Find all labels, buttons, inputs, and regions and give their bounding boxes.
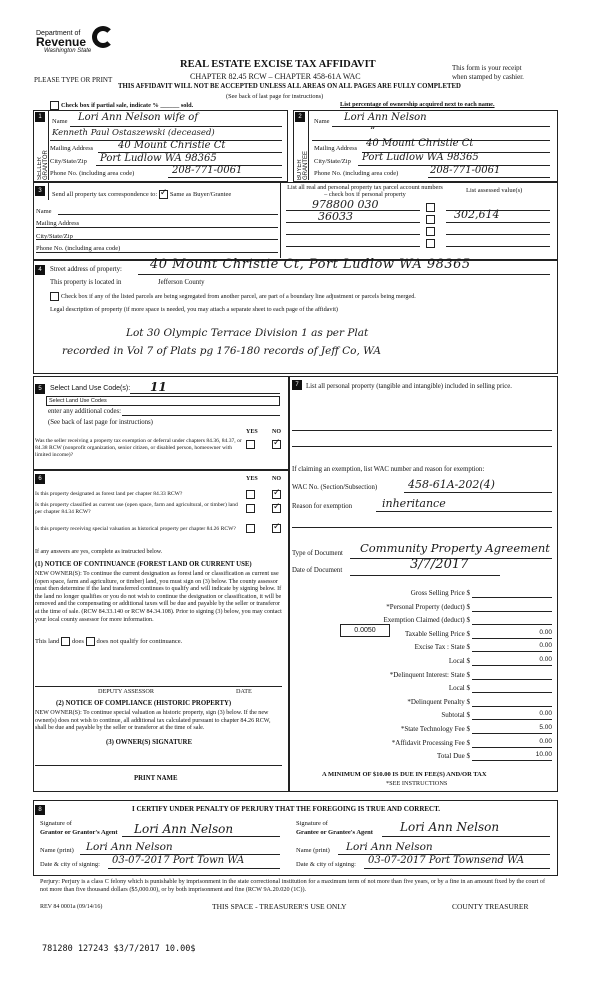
form-warning: THIS AFFIDAVIT WILL NOT BE ACCEPTED UNLESS ALL AREAS ON ALL PAGES ARE FULLY COMPLETED bbox=[118, 83, 461, 90]
dor-logo bbox=[36, 30, 126, 70]
parcel-3-checkbox[interactable] bbox=[426, 227, 435, 236]
legal-description-1: Lot 30 Olympic Terrace Division 1 as per Plat bbox=[126, 327, 369, 339]
treasurer-use: THIS SPACE - TREASURER'S USE ONLY bbox=[212, 902, 347, 911]
additional-codes-label: enter any additional codes: bbox=[48, 408, 122, 415]
tax-row-value[interactable]: 10.00 bbox=[535, 751, 552, 758]
revenue-label: Revenue bbox=[36, 35, 87, 49]
s5-no: NO bbox=[272, 429, 281, 435]
seller-name-1: Lori Ann Nelson wife of bbox=[78, 112, 199, 123]
buyer-grantee-label: BUYER GRANTEE bbox=[297, 150, 309, 180]
form-chapter: CHAPTER 82.45 RCW – CHAPTER 458-61A WAC bbox=[190, 72, 361, 81]
please-type: PLEASE TYPE OR PRINT bbox=[34, 76, 113, 84]
grantor-sig-label-1: Signature of bbox=[40, 820, 72, 827]
form-title: REAL ESTATE EXCISE TAX AFFIDAVIT bbox=[180, 59, 376, 70]
s1-phone-label: Phone No. (including area code) bbox=[50, 170, 135, 177]
print-name-label: PRINT NAME bbox=[134, 775, 178, 782]
section-1-number: 1 bbox=[35, 112, 45, 122]
section-3-number: 3 bbox=[35, 186, 45, 196]
grantee-date-city: 03-07-2017 Port Townsend WA bbox=[368, 855, 525, 866]
assessed-value-1: 302,614 bbox=[454, 208, 500, 221]
deputy-assessor-label: DEPUTY ASSESSOR bbox=[98, 688, 154, 695]
forest-q: Is this property designated as forest land per chapter 84.33 RCW? bbox=[35, 491, 183, 497]
s3-phone-label: Phone No. (including area code) bbox=[36, 245, 121, 252]
notice2-body: NEW OWNER(S): To continue special valuation as historic property, sign (3) below. If the new owner(s) does not wish to continue, all additional tax calculated pursuant to chapter 84.26 RCW, shall be due and payable by the seller or transferor at the time of sale. bbox=[35, 710, 271, 732]
s3-city-label: City/State/Zip bbox=[36, 233, 73, 240]
grantee-signature: Lori Ann Nelson bbox=[400, 820, 500, 834]
grantor-signature: Lori Ann Nelson bbox=[134, 822, 234, 836]
partial-sale: Check box if partial sale, indicate % ______ sold. bbox=[50, 101, 193, 110]
grantor-name-label: Name (print) bbox=[40, 847, 74, 854]
parcel-4-checkbox[interactable] bbox=[426, 239, 435, 248]
owner-signature-label: (3) OWNER(S) SIGNATURE bbox=[106, 739, 192, 746]
segregated-checkbox[interactable] bbox=[50, 292, 59, 301]
minimum-due: A MINIMUM OF $10.00 IS DUE IN FEE(S) AND/OR TAX bbox=[322, 771, 487, 778]
seller-phone: 208-771-0061 bbox=[172, 165, 243, 176]
section-5-number: 5 bbox=[35, 384, 45, 394]
ownership-pct: List percentage of ownership acquired next to each name. bbox=[340, 101, 495, 108]
receipt-note-1: This form is your receipt bbox=[452, 64, 522, 72]
tax-row-label: Exemption Claimed (deduct) $ bbox=[383, 616, 470, 624]
county-treasurer: COUNTY TREASURER bbox=[452, 902, 529, 911]
current-use-yes-checkbox[interactable] bbox=[246, 504, 255, 513]
buyer-name-1: Lori Ann Nelson bbox=[344, 112, 427, 123]
parcel-header: List all real and personal property tax parcel account numbers – check box if personal property bbox=[287, 184, 443, 198]
grantee-sig-label-1: Signature of bbox=[296, 820, 328, 827]
continuance-line: This land does does not qualify for continuance. bbox=[35, 637, 183, 645]
s6-yes: YES bbox=[246, 476, 258, 482]
seller-name-2: Kenneth Paul Ostaszewski (deceased) bbox=[52, 128, 215, 138]
s5-see-back: (See back of last page for instructions) bbox=[48, 419, 153, 426]
doc-type: Community Property Agreement bbox=[360, 541, 550, 555]
tax-row-value[interactable]: 0.00 bbox=[539, 710, 552, 717]
tax-row-label: *Personal Property (deduct) $ bbox=[386, 603, 470, 611]
tax-row-value[interactable]: 0.00 bbox=[539, 642, 552, 649]
grantor-date-city: 03-07-2017 Port Town WA bbox=[112, 855, 245, 866]
notice1-body: NEW OWNER(S): To continue the current designation as forest land or classification as current use (open space, farm and agriculture, or timber) land, you must sign on (3) below. The county assessor must then determine if the land transferred continues to qualify and will indicate by signing below. If the land no longer qualifies or you do not wish to continue the designation or classification, it will be removed and the compensating or additional taxes will be due and payable by the seller or transferor at the time of sale. (RCW 84.33.140 or RCW 84.34.108). Prior to signing (3) below, you may contact your local county assessor for more information. bbox=[35, 571, 282, 623]
doc-type-label: Type of Document bbox=[292, 550, 343, 557]
current-use-q: Is this property classified as current use (open space, farm and agricultural, or timber) land per chapter 84.34 RCW? bbox=[35, 502, 238, 515]
grantee-date-label: Date & city of signing: bbox=[296, 861, 356, 868]
s3-name-label: Name bbox=[36, 208, 52, 215]
tax-row-label: *State Technology Fee $ bbox=[400, 725, 470, 733]
section-2-number: 2 bbox=[295, 112, 305, 122]
land-use-label: Select Land Use Code(s): bbox=[50, 385, 131, 392]
s5-yes-checkbox[interactable] bbox=[246, 440, 255, 449]
parcel-1-checkbox[interactable] bbox=[426, 203, 435, 212]
current-use-no-checkbox[interactable]: ✓ bbox=[273, 501, 281, 511]
s2-phone-label: Phone No. (including area code) bbox=[314, 170, 399, 177]
buyer-city: Port Ludlow WA 98365 bbox=[362, 152, 479, 163]
grantee-name-print: Lori Ann Nelson bbox=[346, 841, 433, 853]
notice1-title: (1) NOTICE OF CONTINUANCE (FOREST LAND OR CURRENT USE) bbox=[35, 561, 252, 568]
tax-row-label: Local $ bbox=[448, 657, 470, 665]
if-yes-note: If any answers are yes, complete as instructed below. bbox=[35, 549, 163, 555]
see-back-header: (See back of last page for instructions) bbox=[226, 93, 324, 100]
tax-row-value[interactable]: 0.00 bbox=[539, 738, 552, 745]
s2-city-label: City/State/Zip bbox=[314, 158, 351, 165]
section-7-number: 7 bbox=[292, 380, 302, 390]
doc-date: 3/7/2017 bbox=[410, 557, 469, 572]
assessed-header: List assessed value(s) bbox=[466, 187, 523, 194]
does-not-checkbox[interactable] bbox=[86, 637, 95, 646]
s6-no: NO bbox=[272, 476, 281, 482]
tax-row-value[interactable]: 0.00 bbox=[539, 629, 552, 636]
seller-grantor-label: SELLER GRANTOR bbox=[37, 150, 49, 180]
tax-row-label: Excise Tax : State $ bbox=[414, 643, 470, 651]
notice2-title: (2) NOTICE OF COMPLIANCE (HISTORIC PROPERTY) bbox=[56, 700, 232, 707]
section-8-number: 8 bbox=[35, 805, 45, 815]
s2-mailing-label: Mailing Address bbox=[314, 145, 358, 152]
see-instructions: *SEE INSTRUCTIONS bbox=[386, 780, 448, 787]
seller-mailing: 40 Mount Christie Ct bbox=[118, 140, 226, 151]
does-checkbox[interactable] bbox=[61, 637, 70, 646]
rate-box[interactable]: 0.0050 bbox=[340, 624, 390, 637]
reason-label: Reason for exemption bbox=[292, 503, 353, 510]
forest-no-checkbox[interactable]: ✓ bbox=[273, 487, 281, 497]
buyer-mailing: 40 Mount Christie Ct bbox=[366, 138, 474, 149]
forest-yes-checkbox[interactable] bbox=[246, 490, 255, 499]
located-label: This property is located in bbox=[50, 279, 122, 286]
section-6-number: 6 bbox=[35, 474, 45, 484]
historic-yes-checkbox[interactable] bbox=[246, 524, 255, 533]
segregated-line: Check box if any of the listed parcels are being segregated from another parcel, are part of a boundary line adjustment or parcels being merged. bbox=[50, 292, 416, 301]
s1-city-label: City/State/Zip bbox=[50, 158, 87, 165]
exemption-claim-label: If claiming an exemption, list WAC number and reason for exemption: bbox=[292, 466, 485, 473]
send-correspondence: Send all property tax correspondence to: ✓ Same as Buyer/Grantee bbox=[52, 187, 232, 198]
seller-city: Port Ludlow WA 98365 bbox=[100, 153, 217, 164]
exemption-reason: inheritance bbox=[382, 497, 446, 510]
buyer-name-2: “ bbox=[370, 126, 376, 137]
parcel-1: 978800 030 bbox=[312, 198, 379, 211]
personal-property-label: List all personal property (tangible and intangible) included in selling price. bbox=[306, 383, 512, 390]
property-street: 40 Mount Christie Ct, Port Ludlow WA 98365 bbox=[150, 257, 471, 272]
s5-yes: YES bbox=[246, 429, 258, 435]
doc-date-label: Date of Document bbox=[292, 567, 343, 574]
s5-no-checkbox[interactable]: ✓ bbox=[273, 437, 281, 447]
tax-row-label: *Affidavit Processing Fee $ bbox=[391, 739, 470, 747]
grantee-sig-label-2: Grantee or Grantee's Agent bbox=[296, 829, 373, 836]
wac-number: 458-61A-202(4) bbox=[408, 478, 495, 491]
legal-description-2: recorded in Vol 7 of Plats pg 176-180 records of Jeff Co, WA bbox=[62, 345, 382, 357]
s3-mailing-label: Mailing Address bbox=[36, 220, 80, 227]
dept-of-label: Department of bbox=[36, 30, 81, 37]
s1-name-label: Name bbox=[52, 118, 68, 125]
section-4-number: 4 bbox=[35, 265, 45, 275]
legal-label: Legal description of property (if more space is needed, you may attach a separate sheet to each page of the affidavit) bbox=[50, 306, 338, 313]
county: Jefferson County bbox=[158, 279, 205, 286]
street-label: Street address of property: bbox=[50, 266, 122, 273]
land-use-code: 11 bbox=[150, 380, 167, 394]
dor-swoosh-icon bbox=[92, 26, 114, 48]
exemption-question: Was the seller receiving a property tax exemption or deferral under chapters 84.36, 84.37, or 84.38 RCW (nonprofit organization, senior citizen, or disabled person, homeowner with limited income)? bbox=[35, 438, 242, 458]
grantee-name-label: Name (print) bbox=[296, 847, 330, 854]
historic-no-checkbox[interactable]: ✓ bbox=[273, 521, 281, 531]
partial-sale-checkbox[interactable] bbox=[50, 101, 59, 110]
grantor-date-label: Date & city of signing: bbox=[40, 861, 100, 868]
tax-row-label: Local $ bbox=[448, 684, 470, 692]
tax-row-label: *Delinquent Penalty $ bbox=[407, 698, 470, 706]
tax-row-value[interactable]: 5.00 bbox=[539, 724, 552, 731]
grantor-sig-label-2: Grantor or Grantor's Agent bbox=[40, 829, 118, 836]
parcel-2-checkbox[interactable] bbox=[426, 215, 435, 224]
cashier-stamp: 781280 127243 $3/7/2017 10.00$ bbox=[42, 944, 196, 954]
same-as-buyer-checkbox[interactable]: ✓ bbox=[159, 187, 168, 197]
certify-statement: I CERTIFY UNDER PENALTY OF PERJURY THAT THE FOREGOING IS TRUE AND CORRECT. bbox=[132, 805, 441, 813]
tax-row-label: Taxable Selling Price $ bbox=[404, 630, 470, 638]
wac-label: WAC No. (Section/Subsection) bbox=[292, 484, 378, 491]
buyer-phone: 208-771-0061 bbox=[430, 165, 501, 176]
tax-row-label: Gross Selling Price $ bbox=[410, 589, 470, 597]
grantor-name-print: Lori Ann Nelson bbox=[86, 841, 173, 853]
historic-q: Is this property receiving special valuation as historical property per chapter 84.26 RCW? bbox=[35, 526, 236, 532]
form-number: REV 84 0001a (09/14/16) bbox=[40, 904, 103, 910]
s1-mailing-label: Mailing Address bbox=[50, 145, 94, 152]
perjury-statement: Perjury: Perjury is a class C felony which is punishable by imprisonment in the state correctional institution for a maximum term of not more than five years, or by a fine in an amount fixed by the court of not more than five thousand dollars ($5,000.00), or by both imprisonment and fine (RCW 9A.20.020 (1C)). bbox=[40, 878, 546, 893]
tax-row-value[interactable]: 0.00 bbox=[539, 656, 552, 663]
land-use-select[interactable]: Select Land Use Codes bbox=[46, 396, 280, 406]
tax-row-label: *Delinquent Interest: State $ bbox=[389, 671, 470, 679]
receipt-note-2: when stamped by cashier. bbox=[452, 73, 524, 81]
tax-row-label: Subtotal $ bbox=[441, 711, 470, 719]
date-label: DATE bbox=[236, 688, 252, 695]
s2-name-label: Name bbox=[314, 118, 330, 125]
tax-row-label: Total Due $ bbox=[437, 752, 470, 760]
wa-state-label: Washington State bbox=[44, 48, 92, 54]
parcel-2: 36033 bbox=[318, 210, 353, 223]
